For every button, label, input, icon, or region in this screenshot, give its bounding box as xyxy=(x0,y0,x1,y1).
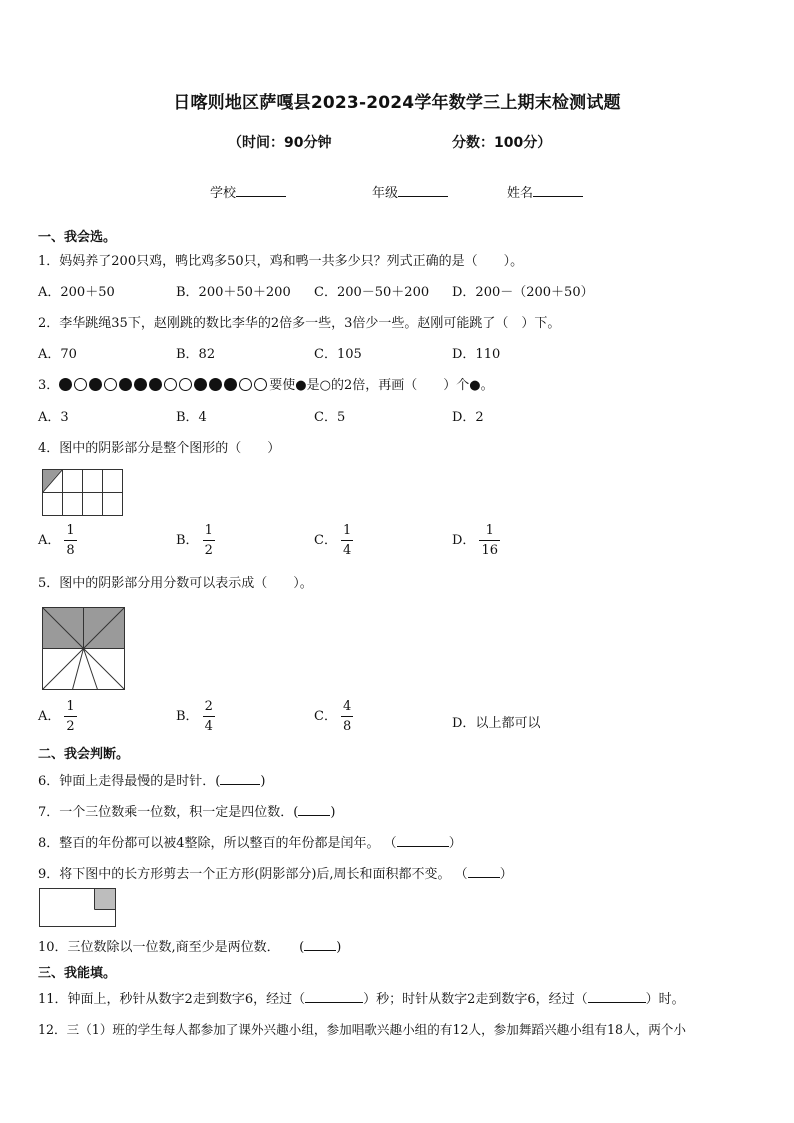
question-5: 5．图中的阴影部分用分数可以表示成（ ）。 xyxy=(38,576,313,591)
shaded-triangle xyxy=(42,469,62,492)
black-dot xyxy=(224,378,237,391)
square-figure xyxy=(42,607,126,691)
question-10: 10．三位数除以一位数,商至少是两位数． ( ) xyxy=(38,940,342,955)
school-blank[interactable] xyxy=(236,184,286,197)
black-dot xyxy=(59,378,72,391)
option-d[interactable]: D． $\frac{1}{16}$ xyxy=(452,523,498,558)
white-dot xyxy=(179,378,192,391)
question-8: 8．整百的年份都可以被4整除，所以整百的年份都是闰年。 （ ） xyxy=(38,836,462,851)
question-number: 3． xyxy=(38,378,60,393)
white-dot xyxy=(74,378,87,391)
grid-figure xyxy=(42,469,124,517)
shaded-square xyxy=(95,889,116,910)
dot-row xyxy=(59,378,269,393)
question-11: 11．钟面上，秒针从数字2走到数字6，经过（ ）秒；时针从数字2走到数字6，经过（ ）时。 xyxy=(38,992,685,1007)
answer-blank[interactable] xyxy=(304,939,336,951)
section-heading: 一、我会选。 xyxy=(38,230,117,245)
question-6: 6．钟面上走得最慢的是时针．( ) xyxy=(38,774,266,789)
option-d[interactable]: D．2 xyxy=(452,410,484,425)
black-dot xyxy=(209,378,222,391)
option-a[interactable]: A．70 xyxy=(38,347,77,362)
fraction: $\frac{1}{4}$ xyxy=(342,523,352,558)
white-dot xyxy=(254,378,267,391)
option-b[interactable]: B． $\frac{2}{4}$ xyxy=(176,699,213,734)
question-text: 要使●是○的2倍，再画（ ）个●。 xyxy=(269,378,494,393)
score-label: 分数：100分） xyxy=(452,135,552,151)
answer-blank[interactable] xyxy=(397,835,449,847)
question-9: 9．将下图中的长方形剪去一个正方形(阴影部分)后,周长和面积都不变。 （ ） xyxy=(38,867,513,882)
section-heading: 三、我能填。 xyxy=(38,966,117,981)
option-c[interactable]: C．5 xyxy=(314,410,346,425)
name-field xyxy=(507,182,583,201)
rectangle-figure xyxy=(39,888,117,928)
fraction: $\frac{2}{4}$ xyxy=(204,699,213,734)
option-d[interactable]: D．110 xyxy=(452,347,501,362)
option-b[interactable]: B．200＋50＋200 xyxy=(176,285,291,300)
option-c[interactable]: C．105 xyxy=(314,347,362,362)
option-a[interactable]: A．3 xyxy=(38,410,69,425)
question-7: 7．一个三位数乘一位数，积一定是四位数．( ) xyxy=(38,805,336,820)
question-3 xyxy=(38,374,494,393)
fraction: $\frac{4}{8}$ xyxy=(342,699,352,734)
black-dot xyxy=(149,378,162,391)
school-field xyxy=(210,182,286,201)
option-c[interactable]: C． $\frac{1}{4}$ xyxy=(314,523,352,558)
option-a[interactable]: A．200＋50 xyxy=(38,285,115,300)
answer-blank[interactable] xyxy=(298,804,330,816)
grade-label: 年级 xyxy=(372,186,399,201)
answer-blank[interactable] xyxy=(588,991,646,1003)
option-b[interactable]: B．82 xyxy=(176,347,216,362)
question-12: 12．三（1）班的学生每人都参加了课外兴趣小组，参加唱歌兴趣小组的有12人，参加舞蹈兴趣小组有18人，两个小 xyxy=(38,1022,686,1037)
white-dot xyxy=(104,378,117,391)
option-d[interactable]: D．200－（200＋50） xyxy=(452,285,594,300)
grade-blank[interactable] xyxy=(398,184,448,197)
answer-blank[interactable] xyxy=(468,866,500,878)
white-dot xyxy=(239,378,252,391)
option-b[interactable]: B．4 xyxy=(176,410,207,425)
time-label: （时间：90分钟 xyxy=(228,135,332,151)
answer-blank[interactable] xyxy=(305,991,363,1003)
option-a[interactable]: A． $\frac{1}{2}$ xyxy=(38,699,75,734)
white-dot xyxy=(164,378,177,391)
page-title: 日喀则地区萨嘎县2023-2024学年数学三上期末检测试题 xyxy=(173,93,621,113)
option-c[interactable]: C． $\frac{4}{8}$ xyxy=(314,699,352,734)
fraction: $\frac{1}{8}$ xyxy=(66,523,75,558)
black-dot xyxy=(89,378,102,391)
black-dot xyxy=(134,378,147,391)
fraction: $\frac{1}{2}$ xyxy=(204,523,213,558)
fraction: $\frac{1}{2}$ xyxy=(66,699,75,734)
black-dot xyxy=(194,378,207,391)
question-2: 2．李华跳绳35下，赵刚跳的数比李华的2倍多一些，3倍少一些。赵刚可能跳了（ ）下。 xyxy=(38,316,561,331)
school-label: 学校 xyxy=(210,186,237,201)
option-d[interactable]: D．以上都可以 xyxy=(452,716,541,731)
name-label: 姓名 xyxy=(507,186,534,201)
question-4: 4．图中的阴影部分是整个图形的（ ） xyxy=(38,441,281,456)
option-b[interactable]: B． $\frac{1}{2}$ xyxy=(176,523,213,558)
grade-field xyxy=(372,182,448,201)
answer-blank[interactable] xyxy=(220,773,260,785)
option-c[interactable]: C．200－50＋200 xyxy=(314,285,430,300)
section-heading: 二、我会判断。 xyxy=(38,747,130,762)
name-blank[interactable] xyxy=(533,184,583,197)
black-dot xyxy=(119,378,132,391)
option-a[interactable]: A． $\frac{1}{8}$ xyxy=(38,523,75,558)
question-1: 1．妈妈养了200只鸡，鸭比鸡多50只，鸡和鸭一共多少只？列式正确的是（ ）。 xyxy=(38,254,524,269)
fraction: $\frac{1}{16}$ xyxy=(481,523,498,558)
